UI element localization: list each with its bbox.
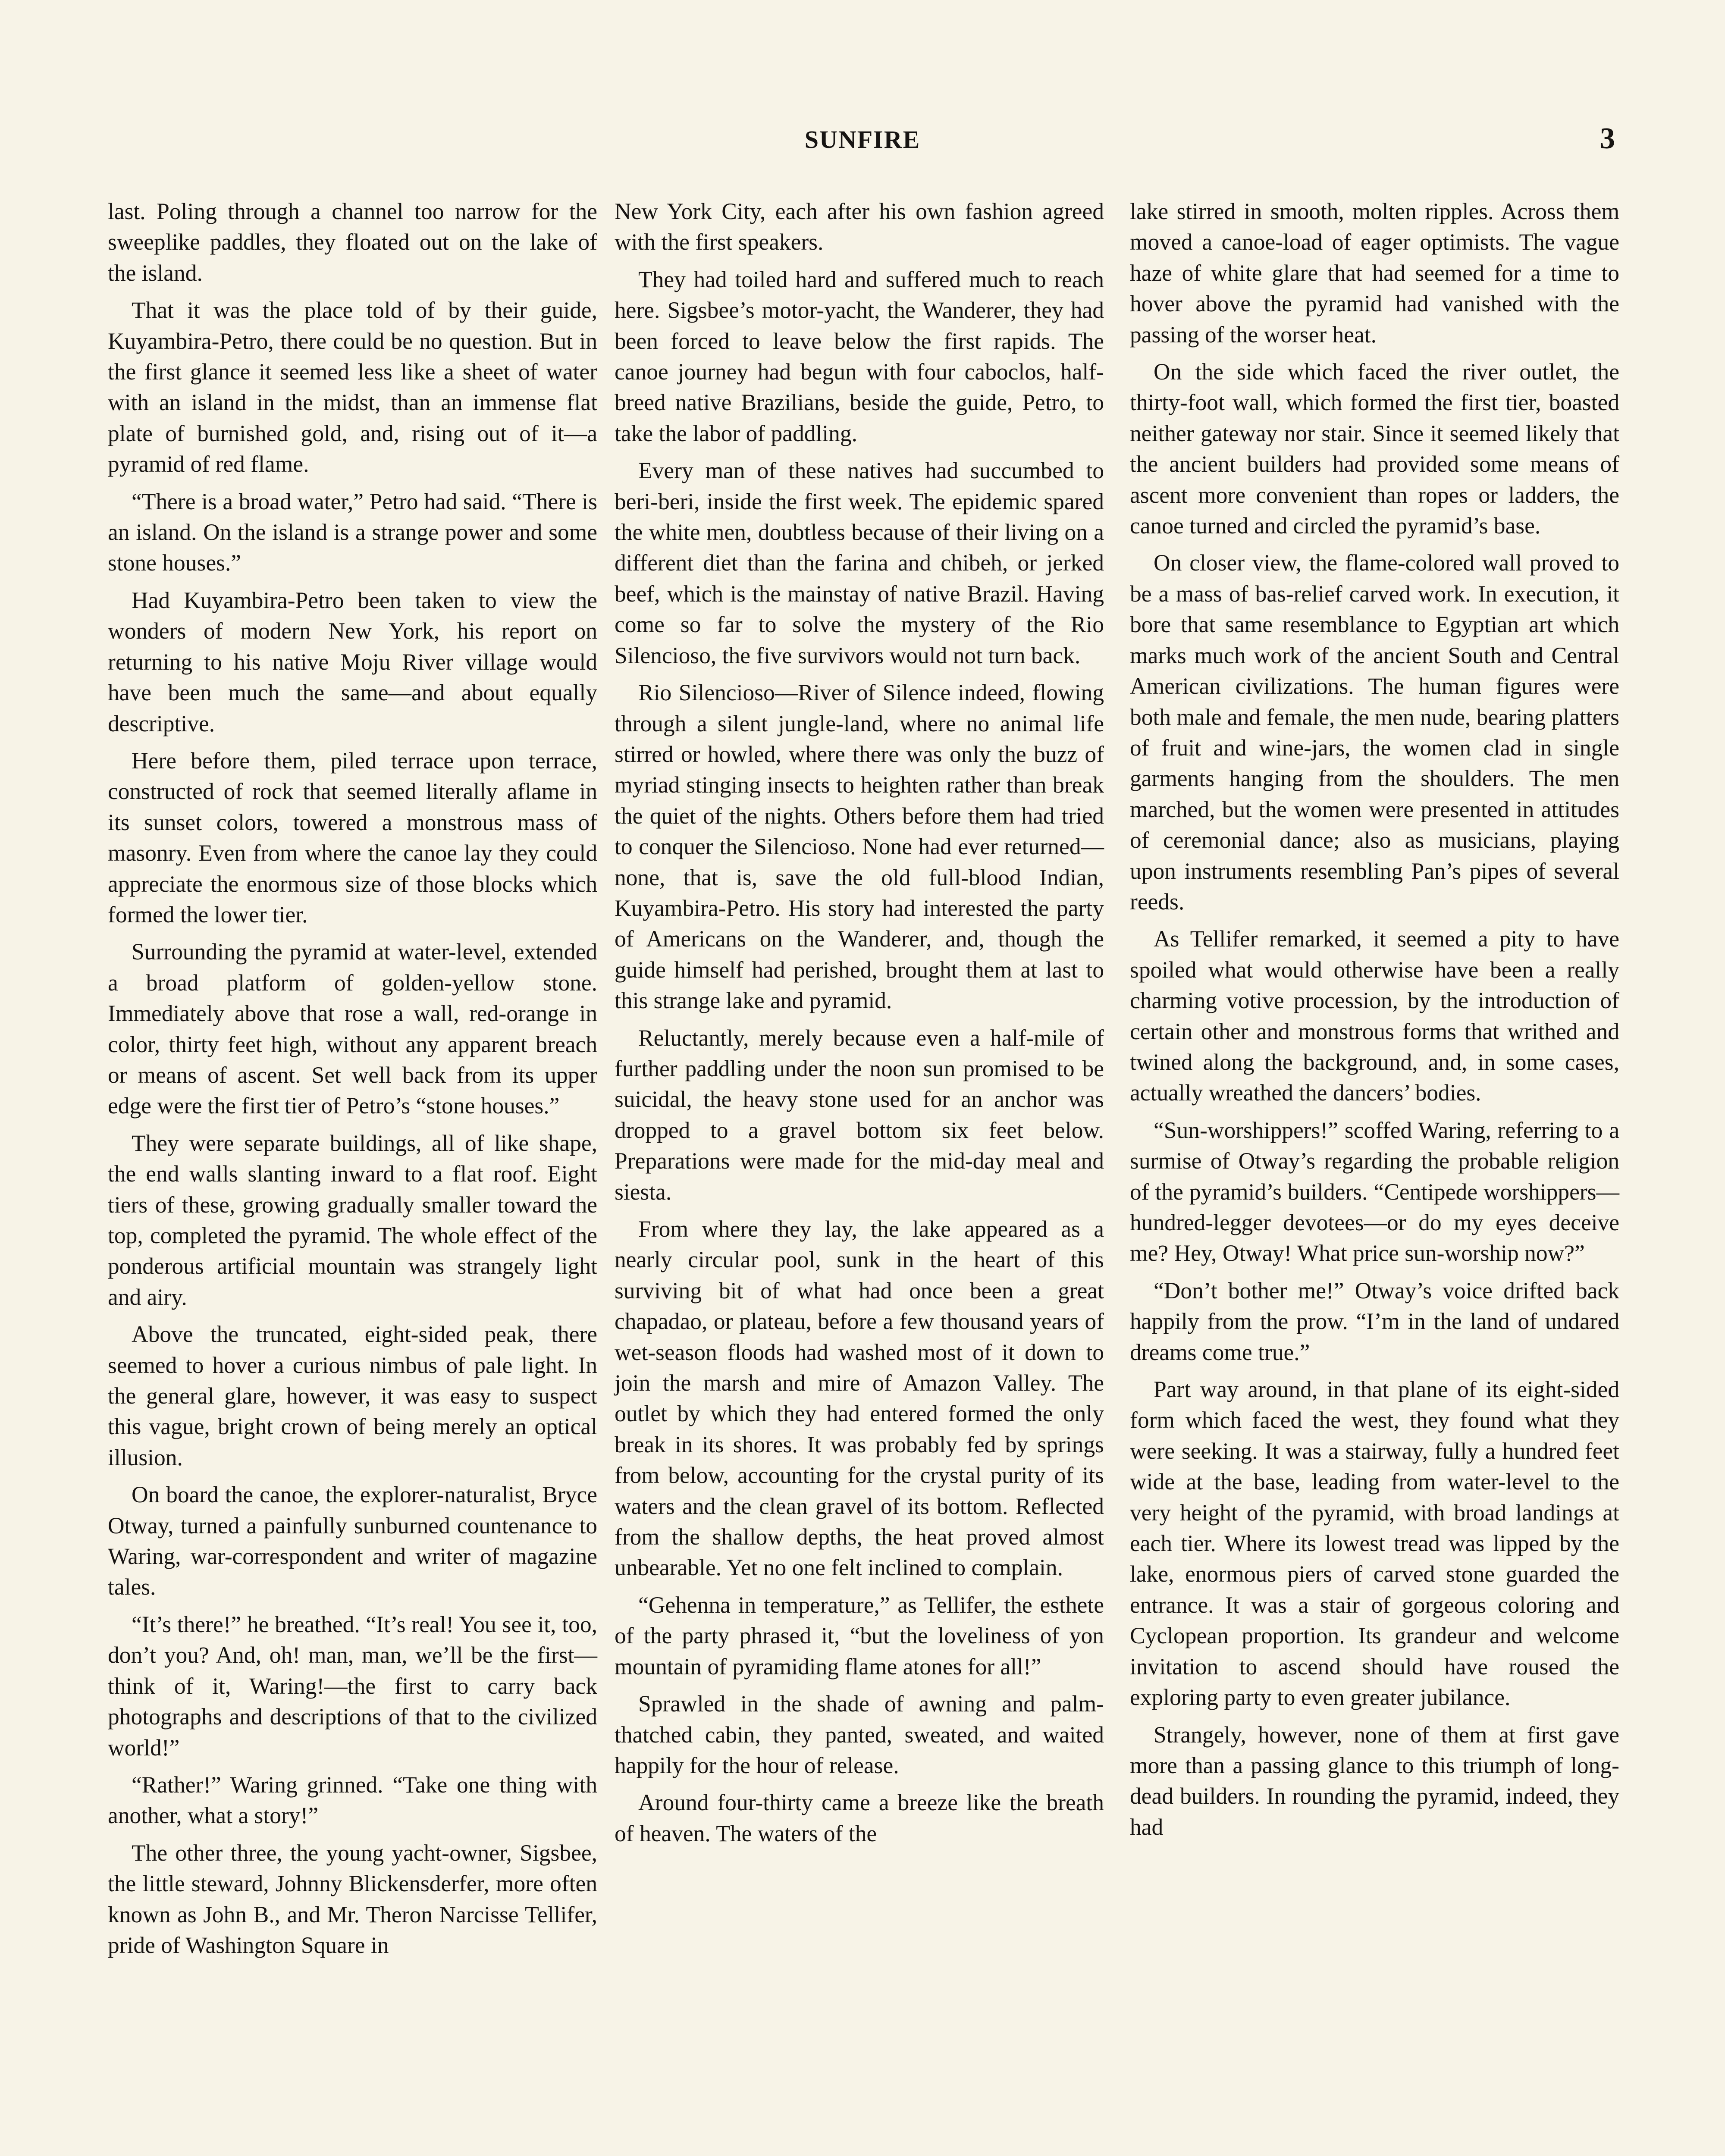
text-column-1 bbox=[108, 196, 597, 1967]
paragraph: Strangely, however, none of them at first gave more than a passing glance to this triumph of long-dead builders. In rounding the pyramid, indeed, they had bbox=[1130, 1721, 1619, 1840]
paragraph: On board the canoe, the explorer-naturalist, Bryce Otway, turned a painfully sunburned countenance to Waring, war-correspondent and writer of magazine tales. bbox=[108, 1482, 597, 1600]
page-number: 3 bbox=[1600, 122, 1615, 155]
paragraph: “Sun-worshippers!” scoffed Waring, referring to a surmise of Otway’s regarding the probable religion of the pyramid’s builders. “Centipede worshippers—hundred-legger devotees—or do my eyes deceive me? Hey, Otway! What price sun-worship now?” bbox=[1130, 1117, 1619, 1266]
paragraph: “There is a broad water,” Petro had said. “There is an island. On the island is a strange power and some stone houses.” bbox=[108, 488, 597, 576]
paragraph: Had Kuyambira-Petro been taken to view the wonders of modern New York, his report on returning to his native Moju River village would have been much the same—and about equally descriptive. bbox=[108, 587, 597, 736]
paragraph: Here before them, piled terrace upon terrace, constructed of rock that seemed literally aflame in its sunset colors, towered a monstrous mass of masonry. Even from where the canoe lay they could appreciate the enormous size of those blocks which formed the lower tier. bbox=[108, 747, 597, 928]
paragraph: From where they lay, the lake appeared as a nearly circular pool, sunk in the heart of this surviving bit of what had once been a great chapadao, or plateau, before a few thousand years of wet-season floods had washed most of it down to join the marsh and mire of Amazon Valley. The outlet by which they had entered formed the only break in its shores. It was probably fed by springs from below, accounting for the crystal purity of its waters and the clean gravel of its bottom. Reflected from the shallow depths, the heat proved almost unbearable. Yet no one felt inclined to complain. bbox=[615, 1216, 1104, 1581]
paragraph: Rio Silencioso—River of Silence indeed, flowing through a silent jungle-land, where no animal life stirred or howled, where there was only the buzz of myriad stinging insects to heighten rather than break the quiet of the nights. Others before them had tried to conquer the Silencioso. None had ever returned—none, that is, save the old full-blood Indian, Kuyambira-Petro. His story had interested the party of Americans on the Wanderer, and, though the guide himself had perished, brought them at last to this strange lake and pyramid. bbox=[615, 680, 1104, 1014]
paragraph: On the side which faced the river outlet, the thirty-foot wall, which formed the first tier, boasted neither gateway nor stair. Since it seemed likely that the ancient builders had provided some means of ascent more convenient than ropes or ladders, the canoe turned and circled the pyramid’s base. bbox=[1130, 359, 1619, 539]
paragraph: Part way around, in that plane of its eight-sided form which faced the west, they found what they were seeking. It was a stairway, fully a hundred feet wide at the base, leading from water-level to the very height of the pyramid, with broad landings at each tier. Where its lowest tread was lipped by the lake, enormous piers of carved stone guarded the entrance. It was a stair of gorgeous coloring and Cyclopean proportion. Its grandeur and welcome invitation to ascend should have roused the exploring party to even greater jubilance. bbox=[1130, 1376, 1619, 1711]
paragraph: “Rather!” Waring grinned. “Take one thing with another, what a story!” bbox=[108, 1771, 597, 1829]
paragraph: last. Poling through a channel too narrow for the sweeplike paddles, they floated out on the lake of the island. bbox=[108, 198, 597, 286]
paragraph: That it was the place told of by their guide, Kuyambira-Petro, there could be no question. But in the first glance it seemed less like a sheet of water with an island in the midst, than an immense flat plate of burnished gold, and, rising out of it—a pyramid of red flame. bbox=[108, 297, 597, 477]
running-title: SUNFIRE bbox=[804, 125, 921, 154]
paragraph: They had toiled hard and suffered much to reach here. Sigsbee’s motor-yacht, the Wanderer, they had been forced to leave below the first rapids. The canoe journey had begun with four caboclos, half-breed native Brazilians, beside the guide, Petro, to take the labor of paddling. bbox=[615, 266, 1104, 446]
paragraph: “It’s there!” he breathed. “It’s real! You see it, too, don’t you? And, oh! man, man, we’ll be the first—think of it, Waring!—the first to carry back photographs and descriptions of that to the civilized world!” bbox=[108, 1611, 597, 1761]
paragraph: “Gehenna in temperature,” as Tellifer, the esthete of the party phrased it, “but the loveliness of yon mountain of pyramiding flame atones for all!” bbox=[615, 1592, 1104, 1680]
paragraph: They were separate buildings, all of like shape, the end walls slanting inward to a flat roof. Eight tiers of these, growing gradually smaller toward the top, completed the pyramid. The whole effect of the ponderous artificial mountain was strangely light and airy. bbox=[108, 1130, 597, 1310]
paragraph: The other three, the young yacht-owner, Sigsbee, the little steward, Johnny Blickensderfer, more often known as John B., and Mr. Theron Narcisse Tellifer, pride of Washington Square in bbox=[108, 1839, 597, 1958]
paragraph: Around four-thirty came a breeze like the breath of heaven. The waters of the bbox=[615, 1789, 1104, 1846]
paragraph: lake stirred in smooth, molten ripples. Across them moved a canoe-load of eager optimists. The vague haze of white glare that had seemed for a time to hover above the pyramid had vanished with the passing of the worser heat. bbox=[1130, 198, 1619, 348]
running-header bbox=[0, 122, 1725, 168]
paragraph: Sprawled in the shade of awning and palm-thatched cabin, they panted, sweated, and waited happily for the hour of release. bbox=[615, 1691, 1104, 1778]
paragraph: Above the truncated, eight-sided peak, there seemed to hover a curious nimbus of pale light. In the general glare, however, it was easy to suspect this vague, bright crown of being merely an optical illusion. bbox=[108, 1321, 597, 1470]
paragraph: On closer view, the flame-colored wall proved to be a mass of bas-relief carved work. In execution, it bore that same resemblance to Egyptian art which marks much work of the ancient South and Central American civilizations. The human figures were both male and female, the men nude, bearing platters of fruit and wine-jars, the women clad in single garments hanging from the shoulders. The men marched, but the women were presented in attitudes of ceremonial dance; also as musicians, playing upon instruments resembling Pan’s pipes of several reeds. bbox=[1130, 550, 1619, 915]
text-column-3 bbox=[1130, 196, 1619, 1849]
paragraph: Reluctantly, merely because even a half-mile of further paddling under the noon sun promised to be suicidal, the heavy stone used for an anchor was dropped to a gravel bottom six feet below. Preparations were made for the mid-day meal and siesta. bbox=[615, 1025, 1104, 1205]
paragraph: Surrounding the pyramid at water-level, extended a broad platform of golden-yellow stone. Immediately above that rose a wall, red-orange in color, thirty feet high, without any apparent breach or means of ascent. Set well back from its upper edge were the first tier of Petro’s “stone houses.” bbox=[108, 939, 597, 1119]
paragraph: As Tellifer remarked, it seemed a pity to have spoiled what would otherwise have been a really charming votive procession, by the introduction of certain other and monstrous forms that writhed and twined along the background, and, in some cases, actually wreathed the dancers’ bodies. bbox=[1130, 926, 1619, 1106]
paragraph: New York City, each after his own fashion agreed with the first speakers. bbox=[615, 198, 1104, 255]
text-column-2 bbox=[615, 196, 1104, 1855]
paragraph: Every man of these natives had succumbed to beri-beri, inside the first week. The epidemic spared the white men, doubtless because of their living on a different diet than the farina and chibeh, or jerked beef, which is the mainstay of native Brazil. Having come so far to solve the mystery of the Rio Silencioso, the five survivors would not turn back. bbox=[615, 458, 1104, 668]
paragraph: “Don’t bother me!” Otway’s voice drifted back happily from the prow. “I’m in the land of undared dreams come true.” bbox=[1130, 1277, 1619, 1365]
